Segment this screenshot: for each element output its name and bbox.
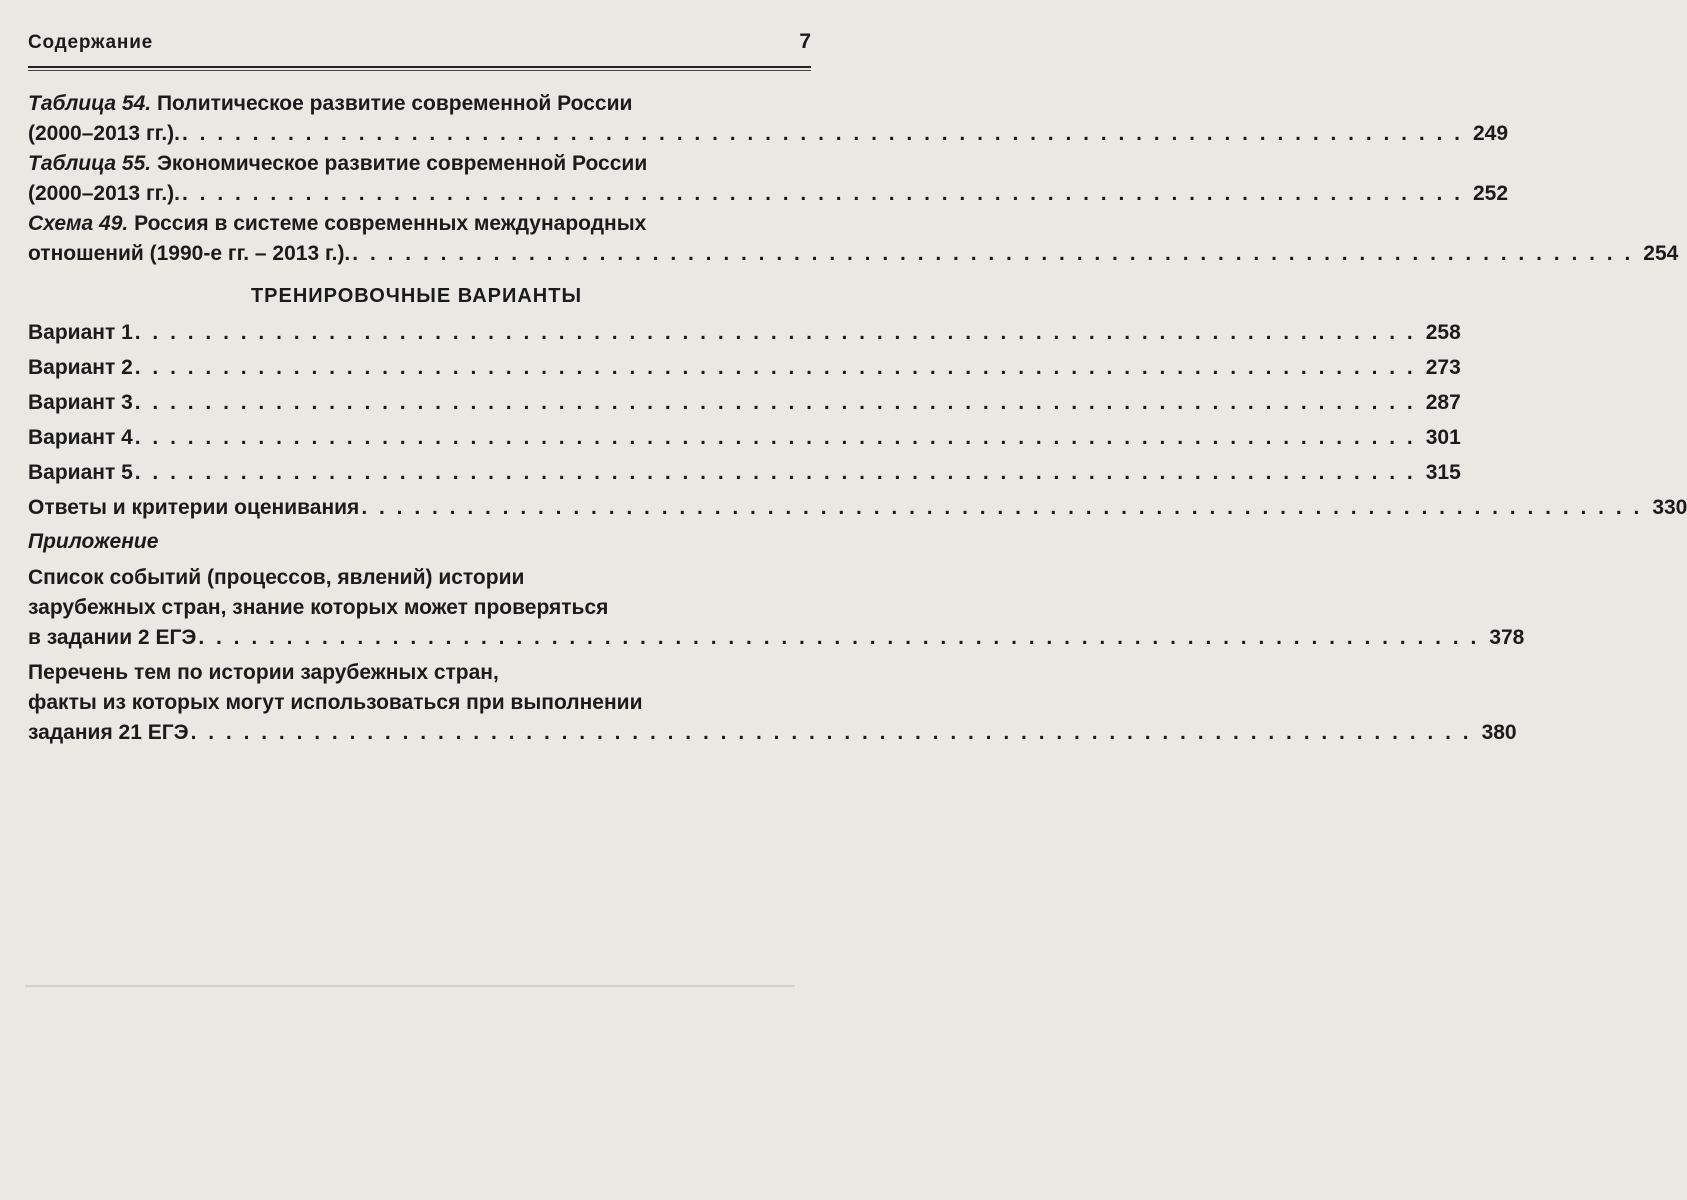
entry-line: факты из которых могут использоваться при выполнении	[28, 691, 643, 714]
entry-title: Экономическое развитие современной России	[151, 152, 648, 175]
entry-title: Ответы и критерии оценивания	[28, 496, 360, 519]
entry-title: Вариант 2	[28, 356, 133, 379]
leader-dots: . . . . . . . . . . . . . . . . . . . . . . . . . . . . . . . . . . . . . . . . . . . . . . . . . . . . . . . . . . . . . . . . . . . . . . . . .	[134, 391, 1416, 414]
entry-page: 301	[1425, 426, 1461, 449]
appendix-heading: Приложение	[28, 530, 159, 553]
entry-italic-label: Схема 49.	[28, 212, 129, 235]
entry-page: 258	[1425, 321, 1461, 344]
leader-dots: . . . . . . . . . . . . . . . . . . . . . . . . . . . . . . . . . . . . . . . . . . . . . . . . . . . . . . . . . . . . . . . . . . . . . . . . .	[182, 182, 1463, 205]
entry-page: 252	[1473, 182, 1509, 205]
toc-entry-variant-5[interactable]	[28, 458, 1461, 488]
entry-page: 249	[1473, 122, 1509, 145]
entry-italic-label: Таблица 54.	[28, 92, 152, 115]
entry-page: 378	[1489, 626, 1525, 649]
toc-entry-variant-2[interactable]	[28, 353, 1461, 383]
leader-dots: . . . . . . . . . . . . . . . . . . . . . . . . . . . . . . . . . . . . . . . . . . . . . . . . . . . . . . . . . . . . . . . . . . . . . . . . .	[134, 321, 1416, 344]
entry-page: 315	[1425, 461, 1461, 484]
entry-page: 287	[1425, 391, 1461, 414]
leader-dots: . . . . . . . . . . . . . . . . . . . . . . . . . . . . . . . . . . . . . . . . . . . . . . . . . . . . . . . . . . . . . . . . . . . . . . . . .	[134, 426, 1416, 449]
entry-last-line: отношений (1990-е гг. – 2013 г.).	[28, 242, 351, 265]
leader-dots: . . . . . . . . . . . . . . . . . . . . . . . . . . . . . . . . . . . . . . . . . . . . . . . . . . . . . . . . . . . . . . . . . . . . . . . . .	[198, 626, 1480, 649]
running-header	[28, 30, 811, 64]
header-rule-thin	[28, 70, 811, 71]
entry-title: Вариант 5	[28, 461, 133, 484]
entry-title: Вариант 1	[28, 321, 133, 344]
entry-page: 330	[1652, 496, 1687, 519]
toc-entry-scheme-49[interactable]	[28, 209, 1679, 269]
entry-line: зарубежных стран, знание которых может проверяться	[28, 596, 609, 619]
header-rule	[28, 66, 811, 68]
entry-title: Вариант 4	[28, 426, 133, 449]
header-title: Содержание	[28, 32, 154, 53]
leader-dots: . . . . . . . . . . . . . . . . . . . . . . . . . . . . . . . . . . . . . . . . . . . . . . . . . . . . . . . . . . . . . . . . . . . . . . . . .	[361, 496, 1643, 519]
entry-last-line: (2000–2013 гг.).	[28, 122, 180, 145]
entry-line: Список событий (процессов, явлений) истории	[28, 566, 525, 589]
entry-title: Вариант 3	[28, 391, 133, 414]
entry-page: 254	[1643, 242, 1679, 265]
entry-last-line: в задании 2 ЕГЭ	[28, 626, 197, 649]
toc-entry-table-54[interactable]	[28, 89, 1509, 149]
table-of-contents	[28, 89, 1687, 748]
entry-line: Перечень тем по истории зарубежных стран,	[28, 661, 499, 684]
section-title: ТРЕНИРОВОЧНЫЕ ВАРИАНТЫ	[250, 285, 583, 307]
toc-entry-variant-1[interactable]	[28, 318, 1461, 348]
toc-entry-answers[interactable]	[28, 493, 1687, 523]
header-page-number: 7	[799, 30, 811, 53]
toc-entry-appendix-topics[interactable]	[28, 658, 1517, 748]
toc-entry-variant-3[interactable]	[28, 388, 1461, 418]
entry-title: Политическое развитие современной России	[151, 92, 633, 115]
entry-italic-label: Таблица 55.	[28, 152, 152, 175]
toc-entry-table-55[interactable]	[28, 149, 1509, 209]
toc-entry-appendix-events[interactable]	[28, 563, 1525, 653]
entry-last-line: (2000–2013 гг.).	[28, 182, 180, 205]
leader-dots: . . . . . . . . . . . . . . . . . . . . . . . . . . . . . . . . . . . . . . . . . . . . . . . . . . . . . . . . . . . . . . . . . . . . . . . . .	[134, 461, 1416, 484]
entry-page: 380	[1481, 721, 1517, 744]
leader-dots: . . . . . . . . . . . . . . . . . . . . . . . . . . . . . . . . . . . . . . . . . . . . . . . . . . . . . . . . . . . . . . . . . . . . . . . . .	[352, 242, 1634, 265]
entry-title: Россия в системе современных международных	[128, 212, 647, 235]
bleed-through-table	[25, 985, 795, 1107]
leader-dots: . . . . . . . . . . . . . . . . . . . . . . . . . . . . . . . . . . . . . . . . . . . . . . . . . . . . . . . . . . . . . . . . . . . . . . . . .	[134, 356, 1416, 379]
entry-last-line: задания 21 ЕГЭ	[28, 721, 189, 744]
toc-entry-variant-4[interactable]	[28, 423, 1461, 453]
leader-dots: . . . . . . . . . . . . . . . . . . . . . . . . . . . . . . . . . . . . . . . . . . . . . . . . . . . . . . . . . . . . . . . . . . . . . . . . .	[182, 122, 1463, 145]
entry-page: 273	[1425, 356, 1461, 379]
leader-dots: . . . . . . . . . . . . . . . . . . . . . . . . . . . . . . . . . . . . . . . . . . . . . . . . . . . . . . . . . . . . . . . . . . . . . . . . .	[190, 721, 1472, 744]
